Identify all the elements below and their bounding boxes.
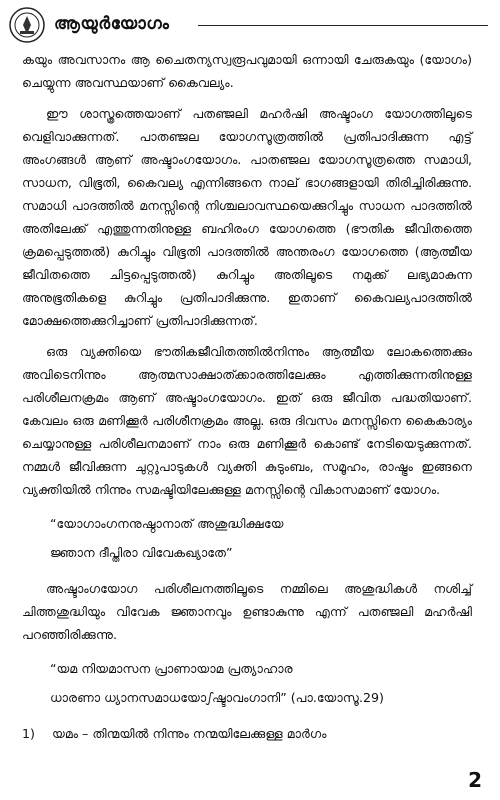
page-number: 2 [468,768,482,792]
page-header [8,6,492,44]
sutra-line: “യോഗാംഗനനുഷ്ഠാനാത് അശുദ്ധിക്ഷയേ [50,516,284,531]
list-item [22,722,472,745]
paragraph-3: ഒരു വ്യക്തിയെ ഭൗതികജീവിതത്തിൽനിന്നും ആത്മീയ ലോകത്തെക്കും അവിടെനിന്നും ആത്മസാക്ഷാത്ക്കാരത്തിലേക്കും എത്തിക്കുന്നതിനുള്ള പരിശീലനക്രമം ആണ് അഷ്ടാംഗയോഗം. ഇത് ഒരു ജീവിത പദ്ധതിയാണ്. കേവലം ഒരു മണിക്കൂർ പരിശീനക്രമം അല്ല. ഒരു ദിവസം മനസ്സിനെ കൈകാര്യം ചെയ്യാനുള്ള പരിശീലനമാണ് നാം ഒരു മണിക്കൂർ കൊണ്ട് നേടിയെടുക്കുന്നത്. നമ്മൾ ജീവിക്കുന്ന ചുറ്റുപാടുകൾ വ്യക്തി കുടുംബം, സമൂഹം, രാഷ്ട്രം ഇങ്ങനെ വ്യക്തിയിൽ നിന്നും സമഷ്ടിയിലേക്കുള്ള മനസ്സിന്റെ വികാസമാണ് യോഗം. [22,344,472,497]
paragraph-2: ഈ ശാസ്ത്രത്തെയാണ് പതഞ്ജലി മഹർഷി അഷ്ടാംഗ യോഗത്തിലൂടെ വെളിവാക്കുന്നത്. പാതഞ്ജല യോഗസൂത്രത്തിൽ പ്രതിപാദിക്കുന്ന എട്ട് അംഗങ്ങൾ ആണ് അഷ്ടാംഗയോഗം. പാതഞ്ജല യോഗസൂത്രത്തെ സമാധി, സാധന, വിഭൂതി, കൈവല്യ എന്നിങ്ങനെ നാല് ഭാഗങ്ങളായി തിരിച്ചിരിക്കുന്നു. സമാധി പാദത്തിൽ മനസ്സിന്റെ നിശ്ചലാവസ്ഥയെക്കുറിച്ചും സാധന പാദത്തിൽ അതിലേക്ക് എത്തുന്നതിനുള്ള ബഹിരംഗ യോഗത്തെ (ഭൗതിക ജീവിതത്തെ ക്രമപ്പെടുത്തൽ) കുറിച്ചും വിഭൂതി പാദത്തിൽ അന്തരംഗ യോഗത്തെ (ആത്മീയ ജീവിതത്തെ ചിട്ടപ്പെടുത്തൽ) കുറിച്ചും അതിലൂടെ നമുക്ക് ലഭ്യമാകുന്ന അനുഭൂതികളെ കുറിച്ചും പ്രതിപാദിക്കുന്നു. ഇതാണ് കൈവല്യപാദത്തിൽ മോക്ഷത്തെക്കുറിച്ചാണ് പ്രതിപാദിക്കുന്നത്. [22,106,472,328]
paragraph-1: കയും അവസാനം ആ ചൈതന്യസ്വരൂപവുമായി ഒന്നായി ചേരുകയും (യോഗം) ചെയ്യുന്ന അവസ്ഥയാണ് കൈവല്യം. [22,52,472,90]
sutra-line: ജ്ഞാന ദീപ്തിരാ വിവേകഖ്യാതേ” [50,545,233,560]
sutra-line: ധാരണാ ധ്യാനസമാധയോഽഷ്ടാവംഗാനി” (പാ.യോസൂ.29) [50,690,384,705]
list-text: യമം – തിന്മയിൽ നിന്നും നന്മയിലേക്കുള്ള മാർഗം [52,726,327,741]
sutra-quote-2 [50,654,472,712]
body-text [22,48,472,745]
college-logo-icon [8,6,46,44]
paragraph-4: അഷ്ടാംഗയോഗ പരിശീലനത്തിലൂടെ നമ്മിലെ അശുദ്ധികൾ നശിച്ച് ചിത്തശുദ്ധിയും വിവേക ജ്ഞാനവും ഉണ്ടാകുന്നു എന്ന് പതഞ്ജലി മഹർഷി പറഞ്ഞിരിക്കുന്നു. [22,581,472,642]
header-rule [198,25,488,26]
list-number: 1) [22,726,35,741]
sutra-quote-1 [50,509,472,567]
running-title: ആയുർയോഗം [54,14,170,34]
sutra-line: “യമ നിയമാസന പ്രാണായാമ പ്രത്യാഹാര [50,661,293,676]
